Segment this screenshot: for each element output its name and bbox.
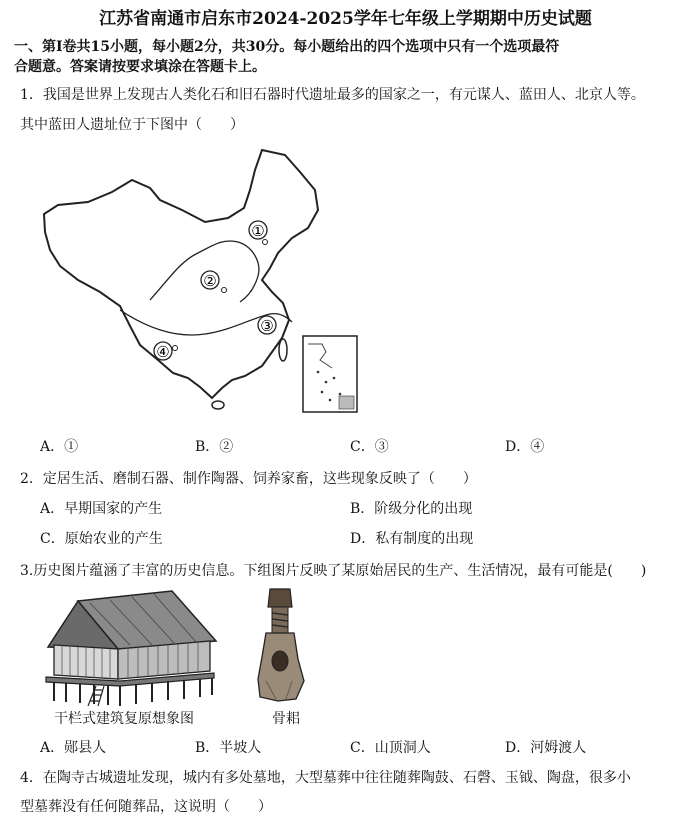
q3-option-d: D．河姆渡人 [505, 740, 587, 756]
q3-option-b: B．半坡人 [195, 740, 262, 756]
question-4-text-line1: 4．在陶寺古城遗址发现，城内有多处墓地，大型墓葬中往往随葬陶鼓、石磬、玉钺、陶盘，很多小 [20, 770, 631, 786]
q3-option-c: C．山顶洞人 [350, 740, 431, 756]
hainan-island [212, 401, 224, 409]
figure-caption-stilt-house: 干栏式建筑复原想象图 [54, 711, 194, 727]
question-1-text-line2: 其中蓝田人遗址位于下图中（ ） [20, 117, 244, 133]
q2-option-d: D．私有制度的出现 [350, 531, 474, 547]
q2-option-a: A．早期国家的产生 [40, 501, 163, 517]
map-marker-2: ② [203, 272, 217, 290]
taiwan-island [279, 339, 287, 361]
map-marker-4: ④ [156, 343, 170, 361]
q2-option-c: C．原始农业的产生 [40, 531, 163, 547]
china-map-outline [44, 150, 318, 398]
bone-spade-illustration [248, 585, 318, 710]
section-instruction-line2: 合题意。答案请按要求填涂在答题卡上。 [14, 59, 266, 75]
figure-caption-bone-spade: 骨耜 [272, 711, 300, 727]
page-title: 江苏省南通市启东市2024-2025学年七年级上学期期中历史试题 [99, 9, 592, 29]
question-3-text: 3.历史图片蕴涵了丰富的历史信息。下组图片反映了某原始居民的生产、生活情况，最有可能是( ) [20, 563, 647, 579]
stilt-house-illustration [40, 583, 220, 708]
q2-option-b: B．阶级分化的出现 [350, 501, 473, 517]
question-1-text-line1: 1．我国是世界上发现古人类化石和旧石器时代遗址最多的国家之一，有元谋人、蓝田人、北京人等。 [20, 87, 645, 103]
q3-option-a: A．郧县人 [40, 740, 107, 756]
question-2-text: 2．定居生活、磨制石器、制作陶器、饲养家畜，这些现象反映了（ ） [20, 471, 477, 487]
q1-option-d: D．④ [505, 439, 545, 455]
q1-option-b: B．② [195, 439, 234, 455]
section-instruction-line1: 一、第Ⅰ卷共15小题，每小题2分，共30分。每小题给出的四个选项中只有一个选项最符 [14, 39, 560, 55]
map-marker-1: ① [251, 222, 265, 240]
q1-option-a: A．① [40, 439, 79, 455]
q1-option-c: C．③ [350, 439, 389, 455]
question-4-text-line2: 型墓葬没有任何随葬品，这说明（ ） [20, 799, 272, 815]
map-marker-3: ③ [260, 317, 274, 335]
